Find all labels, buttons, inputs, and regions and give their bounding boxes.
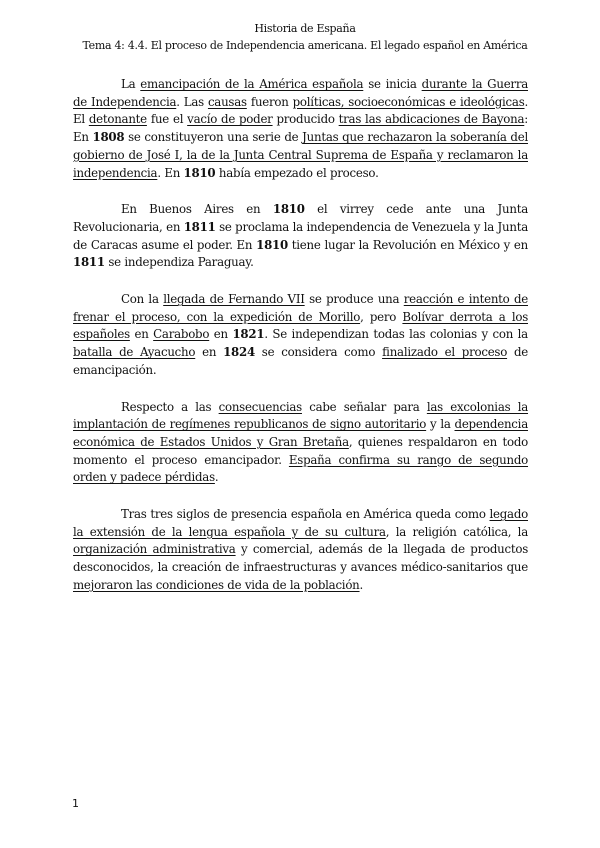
text-run: se constituyeron una serie de bbox=[124, 130, 303, 145]
underlined-text: dependencia económica de Estados Unidos y Gran Bretaña bbox=[73, 417, 528, 449]
bold-year: 1811 bbox=[73, 255, 105, 270]
text-run: en bbox=[129, 327, 154, 342]
underlined-text: causas bbox=[207, 94, 247, 109]
paragraph-legacy bbox=[73, 506, 528, 595]
underlined-text: Juntas que rechazaron la soberanía del gobierno de José I, la de la Junta Central Suprema de España y reclamaron la independencia bbox=[73, 130, 528, 180]
underlined-text: emancipación de la América española bbox=[140, 77, 364, 91]
text-run: Con la bbox=[121, 292, 164, 307]
text-run: de emancipación. bbox=[73, 345, 528, 377]
page-header bbox=[60, 20, 550, 54]
underlined-text: reacción e intento de frenar el proceso, con la expedición de Morillo bbox=[73, 292, 528, 324]
underlined-text: finalizado el proceso bbox=[382, 345, 508, 360]
underlined-text: España confirma su rango de segundo orden y padece pérdidas bbox=[73, 452, 529, 485]
paragraph-emancipation-causes bbox=[73, 76, 528, 182]
text-run: . Se independizan todas las colonias y con la bbox=[264, 327, 528, 342]
text-run: y la bbox=[426, 417, 455, 432]
underlined-text: llegada de Fernando VII bbox=[163, 292, 305, 307]
text-run: En Buenos Aires en bbox=[121, 202, 273, 217]
text-run: : En bbox=[73, 112, 528, 145]
text-run: . El bbox=[73, 94, 529, 127]
bold-year: 1810 bbox=[183, 165, 216, 180]
underlined-text: batalla de Ayacucho bbox=[73, 345, 196, 360]
page-number: 1 bbox=[72, 797, 79, 810]
bold-year: 1810 bbox=[272, 202, 305, 217]
underlined-text: organización administrativa bbox=[73, 542, 236, 557]
text-run: . bbox=[359, 577, 364, 592]
underlined-text: detonante bbox=[88, 112, 147, 127]
underlined-text: Bolívar derrota a los españoles bbox=[73, 309, 528, 342]
text-run: el virrey cede ante una Junta Revolucionaria, en bbox=[73, 202, 528, 234]
text-run: , quienes respaldaron en todo momento el proceso emancipador. bbox=[73, 434, 528, 467]
underlined-text: legado la extensión de la lengua española y de su cultura bbox=[73, 507, 528, 539]
text-run: se considera como bbox=[254, 345, 383, 360]
document-body bbox=[73, 76, 528, 614]
text-run: . En bbox=[157, 165, 184, 180]
underlined-text: consecuencias bbox=[218, 399, 302, 414]
text-run: La bbox=[121, 77, 141, 91]
text-run: Tras tres siglos de presencia española en América queda como bbox=[121, 507, 490, 522]
bold-year: 1821 bbox=[232, 327, 265, 342]
bold-year: 1824 bbox=[223, 345, 255, 360]
bold-year: 1811 bbox=[183, 219, 216, 234]
text-run: , pero bbox=[360, 309, 403, 324]
underlined-text: mejoraron las condiciones de vida de la población bbox=[73, 577, 360, 592]
paragraph-independence-events bbox=[73, 201, 528, 272]
text-run: producido bbox=[272, 112, 339, 127]
text-run: fueron bbox=[246, 94, 293, 109]
paragraph-consequences bbox=[73, 399, 528, 488]
text-run: tiene lugar la Revolución en México y en bbox=[287, 237, 528, 252]
underlined-text: durante la Guerra de Independencia bbox=[73, 77, 528, 109]
text-run: se inicia bbox=[363, 77, 422, 91]
text-run: se proclama la independencia de Venezuela y la Junta de Caracas asume el poder. En bbox=[73, 219, 528, 252]
paragraph-fernando-reaction bbox=[73, 291, 528, 380]
underlined-text: políticas, socioeconómicas e ideológicas bbox=[292, 94, 525, 109]
underlined-text: Carabobo bbox=[153, 327, 210, 342]
header-subject: Historia de España bbox=[254, 22, 356, 35]
underlined-text: las excolonias la implantación de regímenes republicanos de signo autoritario bbox=[73, 399, 529, 432]
text-run: se independiza Paraguay. bbox=[104, 255, 254, 270]
header-topic: Tema 4: 4.4. El proceso de Independencia americana. El legado español en América bbox=[82, 39, 528, 52]
text-run: en bbox=[209, 327, 233, 342]
text-run: Respecto a las bbox=[121, 399, 219, 414]
underlined-text: vacío de poder bbox=[187, 112, 273, 127]
bold-year: 1808 bbox=[92, 130, 125, 145]
text-run: cabe señalar para bbox=[301, 399, 427, 414]
underlined-text: tras las abdicaciones de Bayona bbox=[338, 112, 525, 127]
text-run: se produce una bbox=[304, 292, 404, 307]
text-run: y comercial, además de la llegada de productos desconocidos, la creación de infraestructuras y avances médico-sanitarios que bbox=[73, 542, 528, 575]
text-run: había empezado el proceso. bbox=[215, 165, 379, 180]
text-run: . bbox=[214, 470, 219, 485]
text-run: . Las bbox=[176, 94, 208, 109]
bold-year: 1810 bbox=[256, 237, 288, 252]
text-run: fue el bbox=[146, 112, 188, 127]
text-run: en bbox=[195, 345, 224, 360]
text-run: , la religión católica, la bbox=[385, 524, 528, 539]
